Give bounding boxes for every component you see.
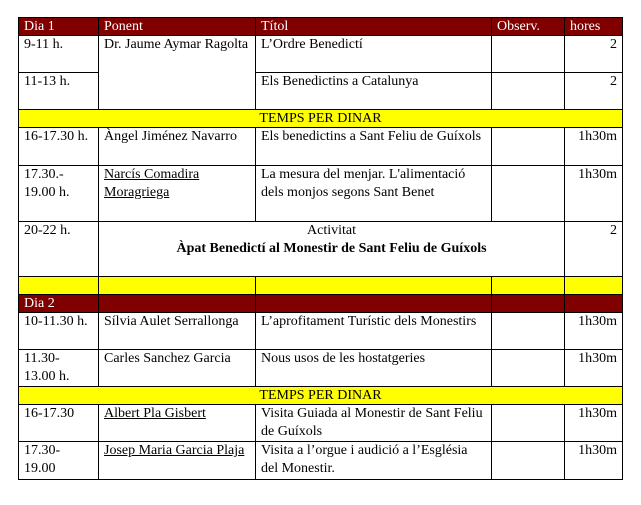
hours-cell: 2 <box>565 73 623 110</box>
table-row <box>19 405 623 442</box>
hours-cell: 2 <box>565 222 623 277</box>
speaker-name: Albert Pla Gisbert <box>104 406 206 421</box>
observations-cell <box>492 36 565 73</box>
observations-cell <box>492 313 565 350</box>
speaker-header: Ponent <box>99 18 256 36</box>
title-cell: Els benedictins a Sant Feliu de Guíxols <box>256 128 492 166</box>
header-cell <box>99 295 256 313</box>
speaker-cell <box>99 405 256 442</box>
separator-cell <box>565 277 623 295</box>
title-cell: Nous usos de les hostatgeries <box>256 350 492 387</box>
lunch-break-row <box>19 110 623 128</box>
activity-row <box>19 222 623 277</box>
table-row <box>19 36 623 73</box>
hours-header: hores <box>565 18 623 36</box>
lunch-break-label: TEMPS PER DINAR <box>19 110 623 128</box>
activity-cell <box>99 222 565 277</box>
speaker-cell: Àngel Jiménez Navarro <box>99 128 256 166</box>
observations-cell <box>492 442 565 480</box>
table-row <box>19 128 623 166</box>
observations-header: Observ. <box>492 18 565 36</box>
day-header: Dia 2 <box>19 295 99 313</box>
separator-cell <box>256 277 492 295</box>
title-cell: La mesura del menjar. L'alimentació dels monjos segons Sant Benet <box>256 166 492 222</box>
lunch-break-label: TEMPS PER DINAR <box>19 387 623 405</box>
hours-cell: 2 <box>565 36 623 73</box>
speaker-cell: Carles Sanchez Garcia <box>99 350 256 387</box>
observations-cell <box>492 405 565 442</box>
hours-cell: 1h30m <box>565 442 623 480</box>
hours-cell: 1h30m <box>565 350 623 387</box>
observations-cell <box>492 350 565 387</box>
time-cell: 17.30- 19.00 <box>19 442 99 480</box>
title-header: Títol <box>256 18 492 36</box>
day1-header-row <box>19 18 623 36</box>
speaker-cell: Sílvia Aulet Serrallonga <box>99 313 256 350</box>
lunch-break-row <box>19 387 623 405</box>
activity-title: Àpat Benedictí al Monestir de Sant Feliu de Guíxols <box>176 241 487 256</box>
day-header: Dia 1 <box>19 18 99 36</box>
observations-cell <box>492 166 565 222</box>
speaker-cell <box>99 166 256 222</box>
title-cell: Els Benedictins a Catalunya <box>256 73 492 110</box>
time-cell: 10-11.30 h. <box>19 313 99 350</box>
time-cell: 11.30- 13.00 h. <box>19 350 99 387</box>
table-row <box>19 442 623 480</box>
title-cell: L’aprofitament Turístic dels Monestirs <box>256 313 492 350</box>
speaker-name: Josep Maria Garcia Plaja <box>104 443 245 458</box>
title-cell: Visita a l’orgue i audició a l’Església del Monestir. <box>256 442 492 480</box>
schedule-table <box>18 17 623 480</box>
time-cell: 16-17.30 <box>19 405 99 442</box>
speaker-name: Narcís Comadira Moragriega <box>104 167 200 200</box>
separator-cell <box>19 277 99 295</box>
time-cell: 16-17.30 h. <box>19 128 99 166</box>
separator-row <box>19 277 623 295</box>
observations-cell <box>492 73 565 110</box>
activity-label: Activitat <box>307 223 356 238</box>
speaker-cell: Dr. Jaume Aymar Ragolta <box>99 36 256 110</box>
header-cell <box>492 295 565 313</box>
observations-cell <box>492 128 565 166</box>
separator-cell <box>492 277 565 295</box>
separator-cell <box>99 277 256 295</box>
time-cell: 9-11 h. <box>19 36 99 73</box>
table-row <box>19 166 623 222</box>
hours-cell: 1h30m <box>565 128 623 166</box>
hours-cell: 1h30m <box>565 166 623 222</box>
time-cell: 11-13 h. <box>19 73 99 110</box>
hours-cell: 1h30m <box>565 313 623 350</box>
hours-cell: 1h30m <box>565 405 623 442</box>
title-cell: L’Ordre Benedictí <box>256 36 492 73</box>
title-cell: Visita Guiada al Monestir de Sant Feliu de Guíxols <box>256 405 492 442</box>
header-cell <box>565 295 623 313</box>
time-cell: 20-22 h. <box>19 222 99 277</box>
table-row <box>19 313 623 350</box>
table-row <box>19 350 623 387</box>
time-cell: 17.30.- 19.00 h. <box>19 166 99 222</box>
header-cell <box>256 295 492 313</box>
day2-header-row <box>19 295 623 313</box>
speaker-cell <box>99 442 256 480</box>
